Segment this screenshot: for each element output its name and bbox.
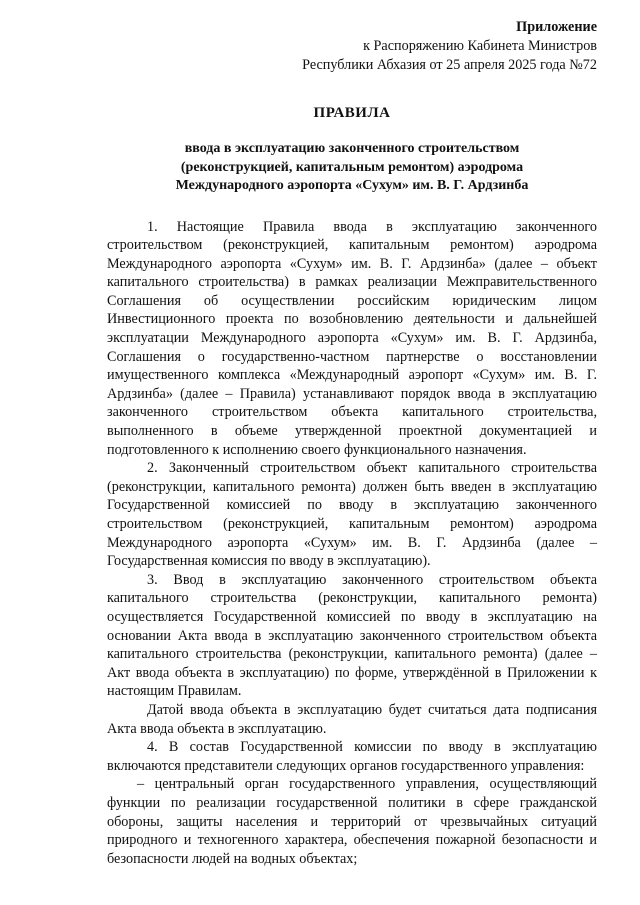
appendix-line-2: Республики Абхазия от 25 апреля 2025 года №72 (302, 57, 597, 73)
subtitle-line-1: ввода в эксплуатацию законченного строительством (184, 141, 520, 156)
document-subtitle (107, 140, 597, 196)
document-page (107, 18, 597, 868)
paragraph-1: 1. Настоящие Правила ввода в эксплуатацию законченного строительством (реконструкцией, капитальным ремонтом) аэродрома Международного аэропорта «Сухум» им. В. Г. Ардзинба» (далее – объект капитального строительства) в рамках реализации Межправительственного Соглашения об осуществлении российским юридическим лицом Инвестиционного проекта по возобновлению деятельности и дальнейшей эксплуатации Международного аэропорта «Сухум» им. В. Г. Ардзинба, Соглашения о государственно-частном партнерстве о восстановлении имущественного комплекса «Международный аэропорт «Сухум» им. В. Г. Ардзинба» (далее – Правила) устанавливают порядок ввода в эксплуатацию законченного строительством объекта капитального строительства, выполненного в объеме утвержденной проектной документацией и подготовленного к исполнению своего функционального назначения. (107, 218, 597, 458)
subtitle-line-3: Международного аэропорта «Сухум» им. В. Г. Ардзинба (175, 178, 529, 193)
appendix-block (107, 18, 597, 75)
document-body (107, 218, 597, 869)
paragraph-3: 3. Ввод в эксплуатацию законченного строительством объекта капитального строительства (реконструкции, капитального ремонта) осуществляется Государственной комиссией по вводу в эксплуатацию на основании Акта ввода в эксплуатацию законченного строительством объекта капитального строительства (реконструкции, капитального ремонта) (далее – Акт ввода объекта в эксплуатацию) по форме, утверждённой в Приложении к настоящим Правилам. (107, 571, 597, 700)
appendix-line-1: к Распоряжению Кабинета Министров (363, 38, 597, 54)
paragraph-2: 2. Законченный строительством объект капитального строительства (реконструкции, капитального ремонта) должен быть введен в эксплуатацию Государственной комиссией по вводу в эксплуатацию законченного строительством (реконструкцией, капитальным ремонтом) аэродрома Международного аэропорта «Сухум» им. В. Г. Ардзинба (далее – Государственная комиссия по вводу в эксплуатацию). (107, 460, 597, 570)
appendix-heading: Приложение (516, 19, 597, 35)
document-title: ПРАВИЛА (313, 105, 391, 121)
paragraph-3-note: Датой ввода объекта в эксплуатацию будет считаться дата подписания Акта ввода объекта в эксплуатацию. (107, 701, 597, 737)
paragraph-4: 4. В состав Государственной комиссии по вводу в эксплуатацию включаются представители следующих органов государственного управления: (107, 739, 597, 774)
subtitle-line-2: (реконструкцией, капитальным ремонтом) аэродрома (180, 159, 524, 175)
list-item-1: – центральный орган государственного управления, осуществляющий функции по реализации государственной политики в сфере гражданской обороны, защиты населения и территорий от чрезвычайных ситуаций природного и техногенного характера, обеспечения пожарной безопасности и безопасности людей на водных объектах; (107, 776, 597, 867)
